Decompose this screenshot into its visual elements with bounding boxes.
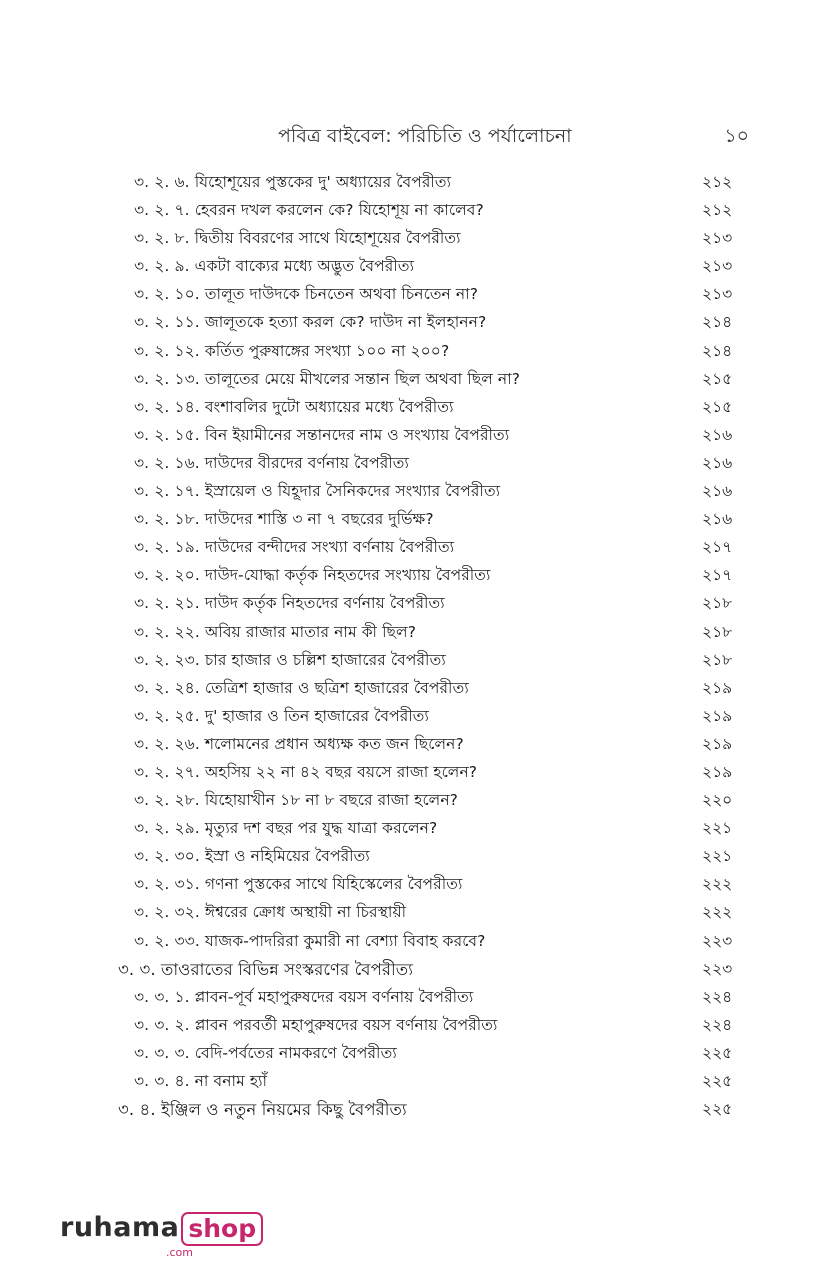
toc-entry-page: ২১৯ xyxy=(702,678,733,697)
toc-entry-title: ৩. ২. ৩০. ইস্রা ও নহিমিয়ের বৈপরীত্য xyxy=(134,847,370,866)
toc-entry-title: ৩. ৩. তাওরাতের বিভিন্ন সংস্করণের বৈপরীত্য xyxy=(118,959,414,979)
toc-entry-title: ৩. ৩. ৪. না বনাম হ্যাঁ xyxy=(134,1072,268,1090)
toc-entry xyxy=(0,1039,825,1067)
toc-entry-title: ৩. ২. ৭. হেবরন দখল করলেন কে? যিহোশূয় না কালেব? xyxy=(134,201,484,220)
table-of-contents xyxy=(0,168,825,1123)
toc-entry-page: ২১৮ xyxy=(702,594,733,613)
toc-entry xyxy=(0,477,825,505)
toc-entry xyxy=(0,449,825,477)
toc-entry-title: ৩. ২. ২০. দাউদ-যোদ্ধা কর্তৃক নিহতদের সংখ্যায় বৈপরীত্য xyxy=(134,566,491,585)
toc-entry-page: ২২১ xyxy=(702,819,733,838)
toc-entry xyxy=(0,758,825,786)
toc-entry xyxy=(0,730,825,758)
toc-entry-title: ৩. ২. ৬. যিহোশূয়ের পুস্তকের দু' অধ্যায়ের বৈপরীত্য xyxy=(134,173,452,191)
toc-entry-page: ২২৫ xyxy=(702,1072,733,1090)
toc-entry-page: ২১৬ xyxy=(702,453,733,472)
toc-entry-title: ৩. ২. ২৭. অহসিয় ২২ না ৪২ বছর বয়সে রাজা হলেন? xyxy=(134,762,478,781)
toc-entry-page: ২১২ xyxy=(702,173,733,191)
toc-entry-page: ২১৯ xyxy=(702,706,733,725)
toc-entry-page: ২২৪ xyxy=(702,1015,733,1034)
toc-entry xyxy=(0,393,825,421)
toc-entry xyxy=(0,898,825,926)
logo-text-com: .com xyxy=(166,1246,193,1259)
page-header xyxy=(0,118,825,152)
toc-entry-page: ২২৩ xyxy=(702,931,733,950)
toc-entry-title: ৩. ২. ২৬. শলোমনের প্রধান অধ্যক্ষ কত জন ছিলেন? xyxy=(134,734,464,753)
toc-entry-page: ২২২ xyxy=(702,875,733,894)
toc-entry xyxy=(0,168,825,196)
toc-entry-title: ৩. ২. ২৪. তেত্রিশ হাজার ও ছত্রিশ হাজারের বৈপরীত্য xyxy=(134,678,469,697)
toc-entry xyxy=(0,674,825,702)
toc-entry-page: ২১৮ xyxy=(702,622,733,641)
toc-entry-page: ২২১ xyxy=(702,847,733,866)
toc-entry xyxy=(0,224,825,252)
toc-entry xyxy=(0,1095,825,1123)
toc-entry-page: ২২৫ xyxy=(702,1043,733,1062)
toc-entry xyxy=(0,814,825,842)
toc-entry xyxy=(0,702,825,730)
toc-entry xyxy=(0,955,825,983)
toc-entry-page: ২১৫ xyxy=(702,397,733,416)
toc-entry-page: ২২৪ xyxy=(702,987,733,1006)
toc-entry-title: ৩. ২. ২১. দাউদ কর্তৃক নিহতদের বর্ণনায় বৈপরীত্য xyxy=(134,594,445,613)
toc-entry-title: ৩. ২. ২৯. মৃত্যুর দশ বছর পর যুদ্ধ যাত্রা করলেন? xyxy=(134,819,438,838)
toc-entry-title: ৩. ২. ৩৩. যাজক-পাদরিরা কুমারী না বেশ্যা বিবাহ করবে? xyxy=(134,931,486,950)
logo-shop-box xyxy=(181,1212,263,1246)
toc-entry-title: ৩. ২. ১৩. তালূতের মেয়ে মীখলের সন্তান ছিল অথবা ছিল না? xyxy=(134,369,521,388)
toc-entry xyxy=(0,927,825,955)
toc-entry xyxy=(0,618,825,646)
toc-entry xyxy=(0,280,825,308)
toc-entry xyxy=(0,196,825,224)
running-title: পবিত্র বাইবেল: পরিচিতি ও পর্যালোচনা xyxy=(278,125,572,147)
toc-entry-page: ২১৮ xyxy=(702,650,733,669)
toc-entry xyxy=(0,1067,825,1095)
toc-entry xyxy=(0,870,825,898)
toc-entry xyxy=(0,308,825,336)
logo-text-shop: shop xyxy=(188,1214,257,1243)
toc-entry-page: ২১২ xyxy=(702,201,733,220)
toc-entry-title: ৩. ৩. ৩. বেদি-পর্বতের নামকরণে বৈপরীত্য xyxy=(134,1043,397,1062)
toc-entry-page: ২২০ xyxy=(702,791,733,810)
toc-entry-title: ৩. ২. ৩২. ঈশ্বরের ক্রোধ অস্থায়ী না চিরস্থায়ী xyxy=(134,903,407,922)
toc-entry-page: ২১৭ xyxy=(702,538,733,557)
toc-entry-title: ৩. ২. ৯. একটা বাক্যের মধ্যে অদ্ভুত বৈপরীত্য xyxy=(134,257,415,276)
toc-entry-title: ৩. ২. ২২. অবিয় রাজার মাতার নাম কী ছিল? xyxy=(134,622,417,641)
toc-entry-page: ২১৪ xyxy=(702,341,733,360)
toc-entry-title: ৩. ৩. ১. প্লাবন-পূর্ব মহাপুরুষদের বয়স বর্ণনায় বৈপরীত্য xyxy=(134,987,474,1006)
toc-entry xyxy=(0,421,825,449)
toc-entry-page: ২১৯ xyxy=(702,734,733,753)
toc-entry-title: ৩. ২. ১৮. দাউদের শাস্তি ৩ না ৭ বছরের দুর্ভিক্ষ? xyxy=(134,510,434,529)
ruhamashop-logo xyxy=(60,1212,263,1259)
toc-entry-page: ২১৩ xyxy=(702,285,733,304)
toc-entry-title: ৩. ২. ২৫. দু' হাজার ও তিন হাজারের বৈপরীত্য xyxy=(134,706,430,725)
toc-entry-title: ৩. ২. ১৭. ইস্রায়েল ও যিহূদার সৈনিকদের সংখ্যার বৈপরীত্য xyxy=(134,482,501,501)
logo-text-ruhama: ruhama xyxy=(60,1212,180,1243)
toc-entry xyxy=(0,365,825,393)
toc-entry xyxy=(0,589,825,617)
toc-entry-page: ২২২ xyxy=(702,903,733,922)
toc-entry xyxy=(0,842,825,870)
toc-entry xyxy=(0,1011,825,1039)
toc-entry xyxy=(0,533,825,561)
toc-entry-title: ৩. ৩. ২. প্লাবন পরবর্তী মহাপুরুষদের বয়স বর্ণনায় বৈপরীত্য xyxy=(134,1015,498,1034)
toc-entry xyxy=(0,505,825,533)
toc-entry-page: ২১৩ xyxy=(702,257,733,276)
toc-entry xyxy=(0,646,825,674)
toc-entry-page: ২১৬ xyxy=(702,425,733,444)
toc-entry-page: ২১৫ xyxy=(702,369,733,388)
toc-entry xyxy=(0,786,825,814)
toc-entry-page: ২২৫ xyxy=(702,1100,733,1119)
toc-entry-page: ২১৯ xyxy=(702,762,733,781)
toc-entry-title: ৩. ২. ২৩. চার হাজার ও চল্লিশ হাজারের বৈপরীত্য xyxy=(134,650,446,669)
toc-entry-title: ৩. ২. ১০. তালূত দাউদকে চিনতেন অথবা চিনতেন না? xyxy=(134,285,479,304)
toc-entry-page: ২২৩ xyxy=(702,959,733,978)
toc-entry-page: ২১৬ xyxy=(702,482,733,501)
toc-entry-page: ২১৪ xyxy=(702,313,733,332)
toc-entry-page: ২১৭ xyxy=(702,566,733,585)
toc-entry-title: ৩. ৪. ইঞ্জিল ও নতুন নিয়মের কিছু বৈপরীত্য xyxy=(118,1100,407,1120)
toc-entry xyxy=(0,337,825,365)
toc-entry-title: ৩. ২. ১৬. দাউদের বীরদের বর্ণনায় বৈপরীত্য xyxy=(134,453,410,472)
toc-entry-title: ৩. ২. ১২. কর্তিত পুরুষাঙ্গের সংখ্যা ১০০ না ২০০? xyxy=(134,341,450,360)
toc-entry-title: ৩. ২. ২৮. যিহোয়াখীন ১৮ না ৮ বছরে রাজা হলেন? xyxy=(134,791,459,810)
toc-entry-title: ৩. ২. ১৯. দাউদের বন্দীদের সংখ্যা বর্ণনায় বৈপরীত্য xyxy=(134,538,455,557)
toc-entry xyxy=(0,561,825,589)
toc-entry-title: ৩. ২. ১৫. বিন ইয়ামীনের সন্তানদের নাম ও সংখ্যায় বৈপরীত্য xyxy=(134,425,510,444)
page-number: ১০ xyxy=(724,125,749,147)
toc-entry-page: ২১৬ xyxy=(702,510,733,529)
toc-entry-title: ৩. ২. ৮. দ্বিতীয় বিবরণের সাথে যিহোশূয়ের বৈপরীত্য xyxy=(134,229,461,248)
toc-entry-page: ২১৩ xyxy=(702,229,733,248)
toc-entry-title: ৩. ২. ১১. জালূতকে হত্যা করল কে? দাউদ না ইলহানন? xyxy=(134,313,487,332)
toc-entry-title: ৩. ২. ৩১. গণনা পুস্তকের সাথে যিহিস্কেলের বৈপরীত্য xyxy=(134,875,463,894)
toc-entry xyxy=(0,252,825,280)
toc-entry-title: ৩. ২. ১৪. বংশাবলির দুটো অধ্যায়ের মধ্যে বৈপরীত্য xyxy=(134,397,454,416)
toc-entry xyxy=(0,983,825,1011)
